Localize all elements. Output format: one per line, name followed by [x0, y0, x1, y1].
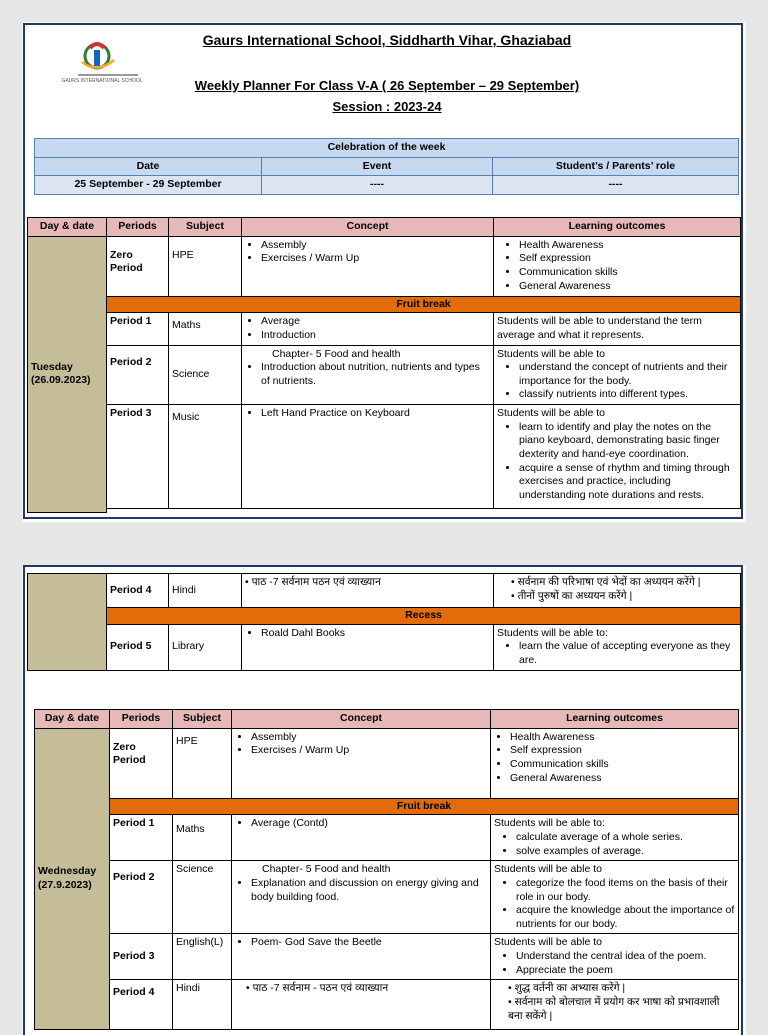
subject: Hindi	[169, 574, 242, 608]
period-label: Period 1	[110, 815, 173, 861]
subject: English(L)	[173, 934, 232, 980]
concept: • Poem- God Save the Beetle	[232, 934, 491, 980]
subject: Science	[173, 861, 232, 934]
col-concept: Concept	[242, 218, 494, 237]
school-name: Gaurs International School, Siddharth Vihar, Ghaziabad	[202, 32, 572, 48]
day-tuesday: Tuesday (26.09.2023)	[28, 236, 107, 512]
outcomes: Students will be able to: • calculate average of a whole series. • solve examples of average.	[491, 815, 739, 861]
col-event: Event	[262, 157, 493, 176]
period-label: Period 2	[107, 345, 169, 405]
period-label: Zero Period	[110, 728, 173, 798]
concept: • Assembly • Exercises / Warm Up	[242, 236, 494, 296]
celebration-date: 25 September - 29 September	[35, 176, 262, 195]
celebration-event: ----	[262, 176, 493, 195]
outcomes: • Health Awareness • Self expression • Communication skills • General Awareness	[491, 728, 739, 798]
subject: Maths	[169, 313, 242, 345]
concept: • पाठ -7 सर्वनाम पठन एवं व्याख्यान	[242, 574, 494, 608]
planner-title: Weekly Planner For Class V-A ( 26 September – 29 September)	[194, 78, 580, 93]
concept: Chapter- 5 Food and health • Introduction about nutrition, nutrients and types of nutrients.	[242, 345, 494, 405]
day-tuesday-cont	[28, 574, 107, 671]
period-label: Period 5	[107, 624, 169, 670]
col-periods: Periods	[107, 218, 169, 237]
tuesday-cont-table	[27, 573, 741, 671]
period-label: Period 2	[110, 861, 173, 934]
outcomes: • Health Awareness • Self expression • Communication skills • General Awareness	[494, 236, 741, 296]
period-label: Zero Period	[107, 236, 169, 296]
school-logo	[52, 34, 152, 86]
period-label: Period 4	[107, 574, 169, 608]
col-subject: Subject	[173, 710, 232, 729]
concept: • Assembly • Exercises / Warm Up	[232, 728, 491, 798]
col-outcomes: Learning outcomes	[494, 218, 741, 237]
outcomes: Students will be able to • learn to identify and play the notes on the piano keyboard, demonstrating basic finger dexterity and hand-eye coordination. • acquire a sense of rhythm and timing through exercises and practice, including understanding note durations and rests.	[494, 405, 741, 509]
col-role: Student’s / Parents’ role	[493, 157, 739, 176]
page-1	[22, 22, 746, 522]
outcomes: Students will be able to • understand the concept of nutrients and their importance for the body. • classify nutrients into different types.	[494, 345, 741, 405]
tuesday-table	[27, 217, 741, 513]
outcomes: Students will be able to: • learn the value of accepting everyone as they are.	[494, 624, 741, 670]
period-label: Period 1	[107, 313, 169, 345]
col-subject: Subject	[169, 218, 242, 237]
day-wednesday: Wednesday (27.9.2023)	[35, 728, 110, 1030]
col-date: Date	[35, 157, 262, 176]
period-label: Period 3	[110, 934, 173, 980]
outcomes: • शुद्ध वर्तनी का अभ्यास करेंगे | • सर्वनाम को बोलचाल में प्रयोग कर भाषा को प्रभावशाली बना सकेंगे |	[491, 980, 739, 1030]
outcomes: Students will be able to • Understand the central idea of the poem. • Appreciate the poem	[491, 934, 739, 980]
concept: Chapter- 5 Food and health • Explanation and discussion on energy giving and body building food.	[232, 861, 491, 934]
col-day: Day & date	[35, 710, 110, 729]
wednesday-table	[34, 709, 739, 1030]
period-label: Period 3	[107, 405, 169, 509]
concept: • Average • Introduction	[242, 313, 494, 345]
fruit-break-bar: Fruit break	[110, 798, 739, 815]
outcomes: Students will be able to • categorize the food items on the basis of their role in our body. • acquire the knowledge about the importance of nutrients for our body.	[491, 861, 739, 934]
session-title: Session : 2023-24	[332, 99, 442, 114]
celebration-table	[34, 138, 739, 195]
col-day: Day & date	[28, 218, 107, 237]
subject: Hindi	[173, 980, 232, 1030]
concept: • Roald Dahl Books	[242, 624, 494, 670]
concept: • पाठ -7 सर्वनाम - पठन एवं व्याख्यान	[232, 980, 491, 1030]
subject: Music	[169, 405, 242, 509]
col-outcomes: Learning outcomes	[491, 710, 739, 729]
celebration-role: ----	[493, 176, 739, 195]
fruit-break-bar: Fruit break	[107, 296, 741, 313]
svg-text:GAURS INTERNATIONAL SCHOOL: GAURS INTERNATIONAL SCHOOL	[61, 78, 143, 84]
page-2	[22, 565, 746, 1035]
concept: • Left Hand Practice on Keyboard	[242, 405, 494, 509]
outcomes: • सर्वनाम की परिभाषा एवं भेदों का अध्ययन करेंगे | • तीनों पुरुषों का अध्ययन करेंगे |	[494, 574, 741, 608]
subject: Maths	[173, 815, 232, 861]
concept: • Average (Contd)	[232, 815, 491, 861]
col-periods: Periods	[110, 710, 173, 729]
subject: HPE	[173, 728, 232, 798]
subject: Library	[169, 624, 242, 670]
outcomes: Students will be able to understand the term average and what it represents.	[494, 313, 741, 345]
period-label: Period 4	[110, 980, 173, 1030]
recess-bar: Recess	[107, 608, 741, 625]
subject: HPE	[169, 236, 242, 296]
subject: Science	[169, 345, 242, 405]
celebration-title: Celebration of the week	[35, 139, 739, 158]
col-concept: Concept	[232, 710, 491, 729]
